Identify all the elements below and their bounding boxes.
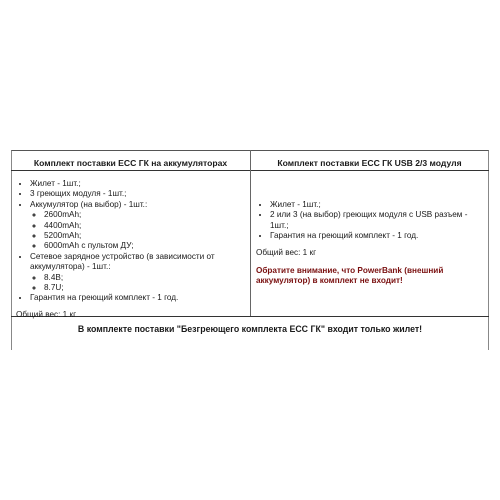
list-item: • 2 или 3 (на выбор) греющих модуля с USB разъем - 1шт.; [270, 210, 482, 231]
list-item-label: Аккумулятор (на выбор) - 1шт.: [30, 199, 148, 209]
battery-option: ◦ 5200mAh; [44, 231, 246, 241]
list-item: • Гарантия на греющий комплект - 1 год. [270, 231, 482, 241]
left-column [16, 179, 246, 320]
list-item [30, 200, 246, 252]
list-item [30, 252, 246, 294]
battery-option: ◦ 6000mAh с пультом ДУ; [44, 241, 246, 251]
powerbank-notice: Обратите внимание, что PowerBank (внешний аккумулятор) в комплект не входит! [256, 266, 444, 286]
list-item: • Жилет - 1шт.; [270, 200, 482, 210]
list-item: • Гарантия на греющий комплект - 1 год. [30, 293, 246, 303]
list-item: • Жилет - 1шт.; [30, 179, 246, 189]
battery-option: ◦ 2600mAh; [44, 210, 246, 220]
right-total-weight: Общий вес: 1 кг [256, 247, 317, 257]
list-item: • 3 греющих модуля - 1шт.; [30, 189, 246, 199]
right-column-header: Комплект поставки ЕСС ГК USB 2/3 модуля [277, 158, 462, 168]
battery-option: ◦ 4400mAh; [44, 221, 246, 231]
right-item-list [256, 200, 482, 242]
charger-option: ◦ 8.7U; [44, 283, 246, 293]
charger-option: ◦ 8.4В; [44, 273, 246, 283]
left-total-weight: Общий вес: 1 кг [16, 309, 77, 319]
charger-options [30, 273, 246, 294]
column-divider [250, 150, 251, 316]
list-item-label: Сетевое зарядное устройство (в зависимости от аккумулятора) - 1шт.: [30, 251, 215, 272]
left-column-header: Комплект поставки ЕСС ГК на аккумуляторах [33, 158, 228, 168]
right-column [256, 200, 482, 287]
footer-note: В комплекте поставки "Безгреющего комплекта ЕСС ГК" входит только жилет! [77, 324, 423, 334]
battery-options [30, 210, 246, 252]
left-item-list [16, 179, 246, 304]
